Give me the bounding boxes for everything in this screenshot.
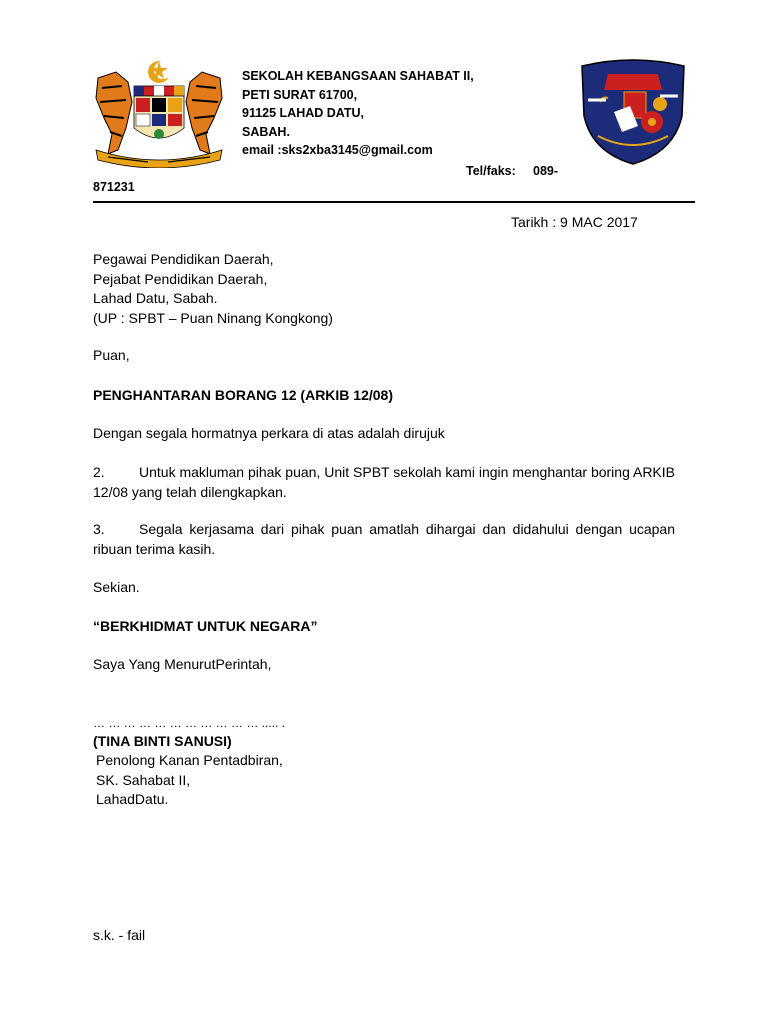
signatory-block <box>96 751 283 810</box>
paragraph-2 <box>93 463 675 502</box>
header-divider <box>93 201 695 203</box>
school-badge-logo <box>578 56 688 166</box>
signatory-school: SK. Sahabat II, <box>96 771 191 788</box>
carbon-copy: s.k. - fail <box>93 927 146 943</box>
signatory-place: LahadDatu. <box>96 791 169 807</box>
signatory-title: Penolong Kanan Pentadbiran, <box>96 752 283 768</box>
sign-off: Saya Yang MenurutPerintah, <box>93 656 272 672</box>
paragraph-2-number: 2. <box>93 464 105 480</box>
paragraph-3 <box>93 520 675 559</box>
letter-date: Tarikh : 9 MAC 2017 <box>511 214 638 230</box>
address-line-1: PETI SURAT 61700, <box>242 87 358 102</box>
paragraph-1: Dengan segala hormatnya perkara di atas adalah dirujuk <box>93 425 445 441</box>
tel-prefix: 089- <box>533 164 559 178</box>
recipient-address <box>93 250 333 328</box>
address-line-3: SABAH. <box>242 124 290 139</box>
closing: Sekian. <box>93 579 140 595</box>
malaysia-coat-of-arms-logo <box>88 58 230 168</box>
school-email: email :sks2xba3145@gmail.com <box>242 143 433 157</box>
paragraph-2-text: Untuk makluman pihak puan, Unit SPBT sekolah kami ingin menghantar boring ARKIB 12/08 yang telah dilengkapkan. <box>93 464 675 500</box>
signatory-name: (TINA BINTI SANUSI) <box>93 733 232 749</box>
recipient-line-3: Lahad Datu, Sabah. <box>93 290 218 306</box>
salutation: Puan, <box>93 347 130 363</box>
recipient-line-1: Pegawai Pendidikan Daerah, <box>93 251 274 267</box>
paragraph-3-number: 3. <box>93 521 105 537</box>
signature-line: … … … … … … … … … … … ..... . <box>93 716 286 730</box>
letter-subject: PENGHANTARAN BORANG 12 (ARKIB 12/08) <box>93 387 394 403</box>
recipient-line-2: Pejabat Pendidikan Daerah, <box>93 270 268 287</box>
address-line-2: 91125 LAHAD DATU, <box>242 106 365 120</box>
tel-suffix: 871231 <box>93 180 135 194</box>
paragraph-3-text: Segala kerjasama dari pihak puan amatlah dihargai dan didahului dengan ucapan ribuan terima kasih. <box>93 521 675 557</box>
tel-label: Tel/faks: <box>466 164 516 178</box>
school-letterhead <box>242 67 542 160</box>
motto: “BERKHIDMAT UNTUK NEGARA” <box>93 618 318 634</box>
school-name: SEKOLAH KEBANGSAAN SAHABAT II, <box>242 69 474 83</box>
recipient-line-4: (UP : SPBT – Puan Ninang Kongkong) <box>93 309 333 326</box>
